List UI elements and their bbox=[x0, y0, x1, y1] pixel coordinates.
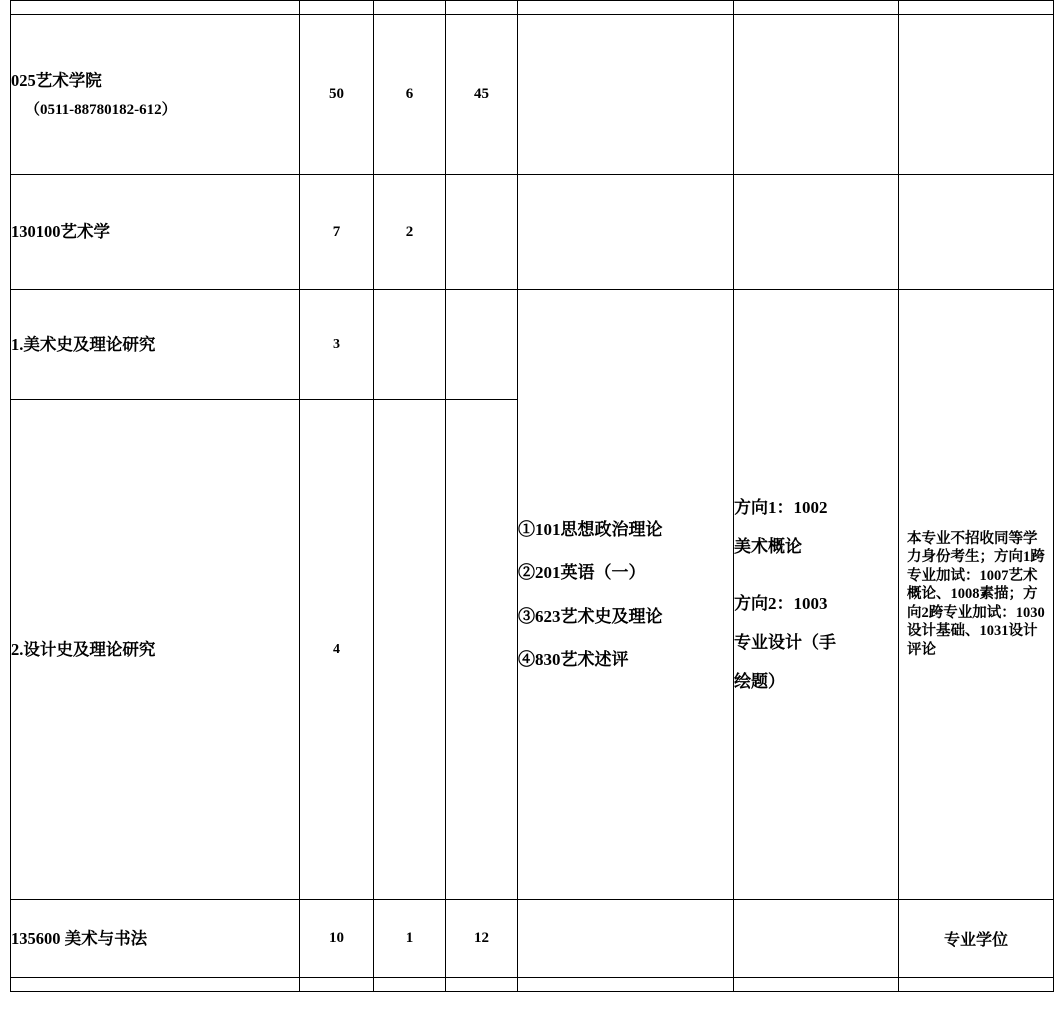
cell-college-remark bbox=[899, 15, 1054, 175]
cell-major-retest bbox=[734, 175, 899, 290]
cell-major2-remark: 专业学位 bbox=[899, 900, 1054, 978]
retest-line: 专业设计（手 bbox=[734, 633, 836, 653]
cell-remark-partial bbox=[899, 1, 1054, 15]
retest-line: 方向2：1003 bbox=[734, 593, 828, 613]
table-row-major-fine-arts bbox=[11, 900, 1054, 978]
cell-direction-2-exam-entry bbox=[446, 400, 518, 900]
cell-name-partial-bottom bbox=[11, 978, 300, 992]
exam-subject-item: ③623艺术史及理论 bbox=[518, 606, 663, 626]
remark-text: 本专业不招收同等学力身份考生；方向1跨专业加试：1007艺术概论、1008素描；方向2跨专业加试：1030设计基础、1031设计评论 bbox=[907, 530, 1045, 658]
cell-major2-exam-entry: 12 bbox=[446, 900, 518, 978]
cell-direction-2-total: 4 bbox=[300, 400, 374, 900]
table-row-major-art-studies bbox=[11, 175, 1054, 290]
cell-major-total: 7 bbox=[300, 175, 374, 290]
exam-subject-item: ①101思想政治理论 bbox=[518, 519, 663, 539]
cell-retest-partial bbox=[734, 1, 899, 15]
cell-major2-subjects bbox=[518, 900, 734, 978]
cell-college-recommend: 6 bbox=[374, 15, 446, 175]
table-row-direction-1 bbox=[11, 290, 1054, 400]
cell-direction-2-recommend bbox=[374, 400, 446, 900]
cell-major2-name: 135600 美术与书法 bbox=[11, 900, 300, 978]
cell-recommend-partial bbox=[374, 1, 446, 15]
cell-college-retest bbox=[734, 15, 899, 175]
cell-direction-1-total: 3 bbox=[300, 290, 374, 400]
cell-college-name bbox=[11, 15, 300, 175]
cell-remark bbox=[899, 290, 1054, 900]
cell-college-total: 50 bbox=[300, 15, 374, 175]
cell-college-exam-entry: 45 bbox=[446, 15, 518, 175]
cell-direction-2-name: 2.设计史及理论研究 bbox=[11, 400, 300, 900]
cell-retest-partial-bottom bbox=[734, 978, 899, 992]
cell-retest-subjects bbox=[734, 290, 899, 900]
cell-direction-1-exam-entry bbox=[446, 290, 518, 400]
cell-exam-subjects bbox=[518, 290, 734, 900]
cell-total-partial bbox=[300, 1, 374, 15]
exam-subject-item: ②201英语（一） bbox=[518, 563, 646, 583]
cell-direction-1-name: 1.美术史及理论研究 bbox=[11, 290, 300, 400]
cell-major2-recommend: 1 bbox=[374, 900, 446, 978]
cell-major-name: 130100艺术学 bbox=[11, 175, 300, 290]
exam-subject-item: ④830艺术述评 bbox=[518, 649, 629, 669]
cell-total-partial-bottom bbox=[300, 978, 374, 992]
admissions-table bbox=[10, 0, 1054, 992]
cell-remark-partial-bottom bbox=[899, 978, 1054, 992]
cell-major-subjects bbox=[518, 175, 734, 290]
cell-college-subjects bbox=[518, 15, 734, 175]
cell-major2-retest bbox=[734, 900, 899, 978]
table-row-partial-bottom bbox=[11, 978, 1054, 992]
cell-recommend-partial-bottom bbox=[374, 978, 446, 992]
retest-line: 美术概论 bbox=[734, 536, 802, 556]
table-row-college bbox=[11, 15, 1054, 175]
cell-major2-total: 10 bbox=[300, 900, 374, 978]
cell-direction-1-recommend bbox=[374, 290, 446, 400]
cell-subjects-partial-bottom bbox=[518, 978, 734, 992]
retest-line: 方向1：1002 bbox=[734, 497, 828, 517]
cell-name-partial bbox=[11, 1, 300, 15]
cell-exam-partial bbox=[446, 1, 518, 15]
retest-spacer bbox=[734, 566, 898, 584]
cell-subjects-partial bbox=[518, 1, 734, 15]
college-name-text: 025艺术学院 bbox=[11, 70, 102, 90]
cell-major-remark bbox=[899, 175, 1054, 290]
retest-line: 绘题） bbox=[734, 672, 785, 692]
college-phone-text: （0511-88780182-612） bbox=[25, 101, 177, 118]
cell-major-recommend: 2 bbox=[374, 175, 446, 290]
cell-major-exam-entry bbox=[446, 175, 518, 290]
table-row bbox=[11, 1, 1054, 15]
cell-exam-partial-bottom bbox=[446, 978, 518, 992]
